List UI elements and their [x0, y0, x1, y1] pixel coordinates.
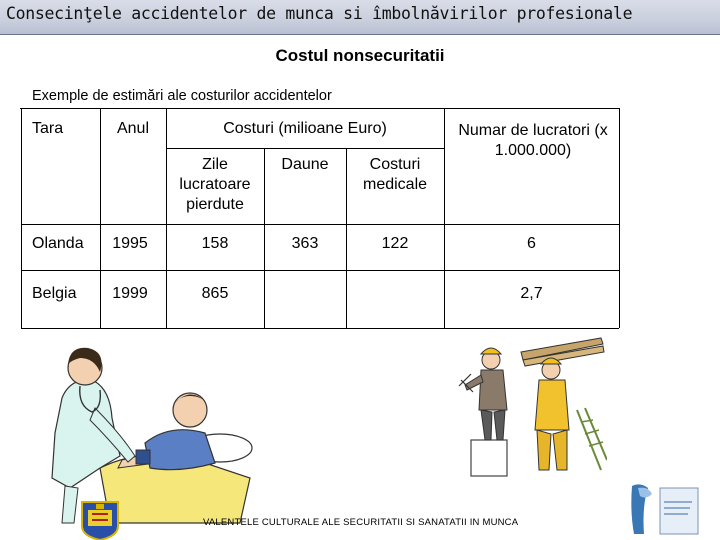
table-bottom-border: [21, 328, 619, 329]
slide-subtitle: Costul nonsecuritatii: [275, 46, 445, 65]
table-caption: Exemple de estimări ale costurilor accidentelor: [32, 88, 332, 104]
table-subheader-divider: [166, 148, 444, 149]
cell-country: Belgia: [32, 285, 77, 302]
header-year: Anul: [116, 120, 150, 137]
cell-damages: 363: [291, 235, 319, 252]
cell-workers: 2,7: [520, 285, 543, 302]
nurse-patient-illustration: [40, 338, 260, 528]
header-medical: Costuri medicale: [362, 156, 428, 193]
coat-of-arms-logo: [78, 498, 122, 540]
header-country: Tara: [32, 120, 64, 137]
table-row-divider: [21, 270, 619, 271]
table-left-border: [21, 108, 22, 328]
header-lost-days: Zile lucratoare pierdute: [179, 156, 251, 213]
slide-footer: VALENTELE CULTURALE ALE SECURITATII SI SANATATII IN MUNCA: [203, 517, 519, 528]
construction-workers-illustration: [451, 330, 607, 490]
slide-title: Consecinţele accidentelor de munca si îmbolnăvirilor profesionale: [6, 4, 633, 23]
header-damages: Daune: [281, 156, 329, 173]
header-costs-group: Costuri (milioane Euro): [223, 120, 387, 137]
cell-country: Olanda: [32, 235, 84, 252]
slide-title-bar: [0, 0, 720, 35]
cell-year: 1995: [112, 235, 148, 252]
table-right-border: [619, 108, 620, 328]
cell-lost-days: 865: [201, 285, 229, 302]
header-workers: Numar de lucratori (x 1.000.000): [458, 122, 608, 159]
cell-year: 1999: [112, 285, 148, 302]
caption-divider: [20, 108, 620, 109]
table-header-divider: [21, 224, 619, 225]
cell-lost-days: 158: [201, 235, 229, 252]
institution-logo: [630, 482, 700, 538]
cell-workers: 6: [527, 235, 536, 252]
cell-medical: 122: [381, 235, 409, 252]
